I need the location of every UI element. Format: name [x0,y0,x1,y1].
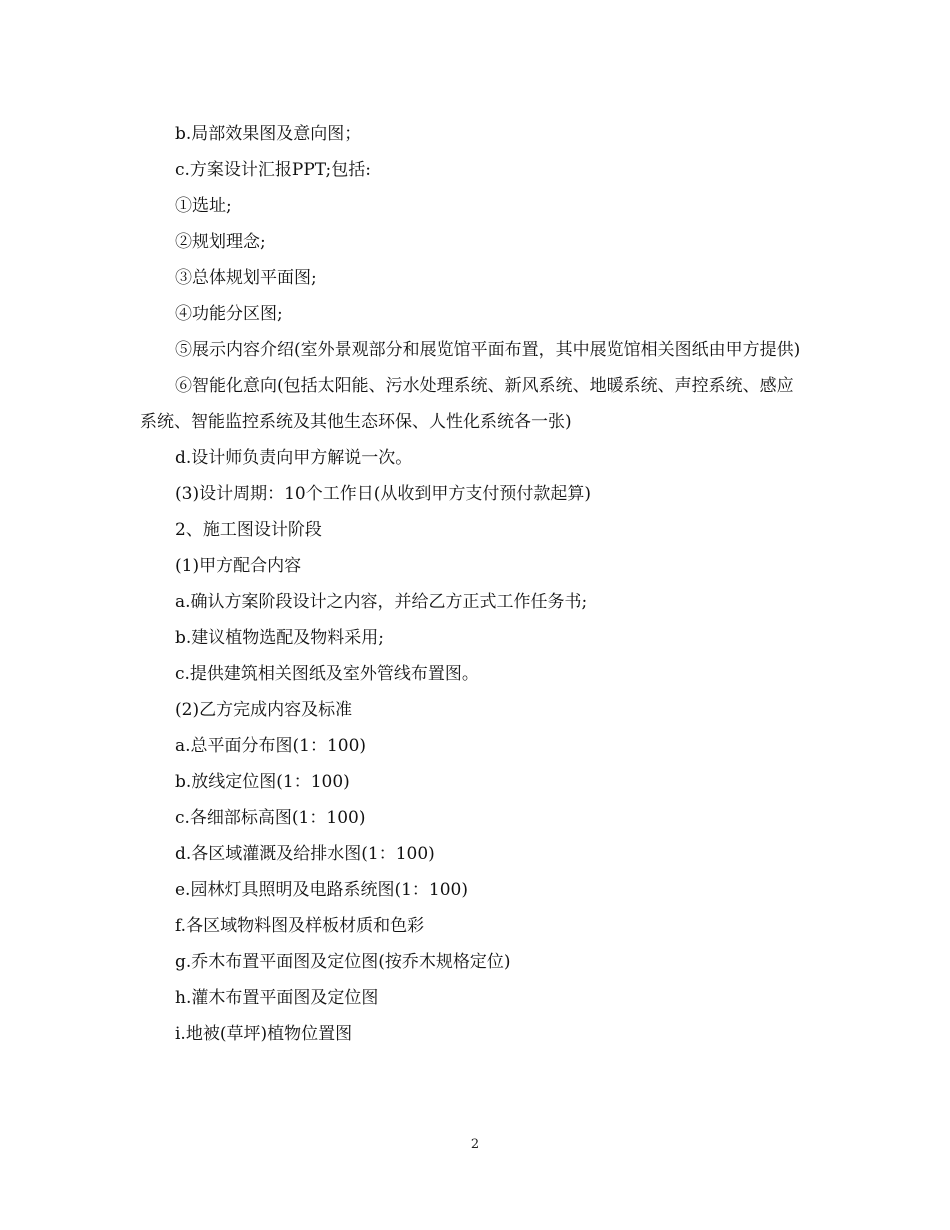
paragraph: g.乔木布置平面图及定位图(按乔木规格定位) [175,952,511,972]
paragraph: i.地被(草坪)植物位置图 [175,1024,353,1044]
paragraph: (1)甲方配合内容 [175,556,302,576]
paragraph: d.各区域灌溉及给排水图(1：100) [175,844,435,864]
page-body [140,116,810,1052]
section-heading: 2、施工图设计阶段 [175,520,322,540]
page-number: 2 [470,1137,480,1152]
paragraph: ③总体规划平面图; [175,268,317,288]
paragraph: c.方案设计汇报PPT;包括: [175,160,371,180]
paragraph: c.各细部标高图(1：100) [175,808,366,828]
paragraph: b.放线定位图(1：100) [175,772,350,792]
paragraph: a.总平面分布图(1：100) [175,736,367,756]
paragraph: ⑥智能化意向(包括太阳能、污水处理系统、新风系统、地暖系统、声控系统、感应系统、智能监控系统及其他生态环保、人性化系统各一张) [140,376,794,432]
paragraph: d.设计师负责向甲方解说一次。 [175,448,413,468]
paragraph: a.确认方案阶段设计之内容，并给乙方正式工作任务书; [175,592,588,612]
paragraph: ⑤展示内容介绍(室外景观部分和展览馆平面布置，其中展览馆相关图纸由甲方提供) [175,340,801,360]
paragraph: b.局部效果图及意向图； [175,124,362,144]
paragraph: c.提供建筑相关图纸及室外管线布置图。 [175,664,479,684]
paragraph: h.灌木布置平面图及定位图 [175,988,379,1008]
paragraph: e.园林灯具照明及电路系统图(1：100) [175,880,468,900]
paragraph: b.建议植物选配及物料采用; [175,628,385,648]
paragraph: (2)乙方完成内容及标准 [175,700,353,720]
paragraph: ②规划理念; [175,232,266,252]
paragraph: ④功能分区图; [175,304,283,324]
paragraph: ①选址; [175,196,232,216]
paragraph: f.各区域物料图及样板材质和色彩 [175,916,425,936]
paragraph: (3)设计周期：10个工作日(从收到甲方支付预付款起算) [175,484,591,504]
